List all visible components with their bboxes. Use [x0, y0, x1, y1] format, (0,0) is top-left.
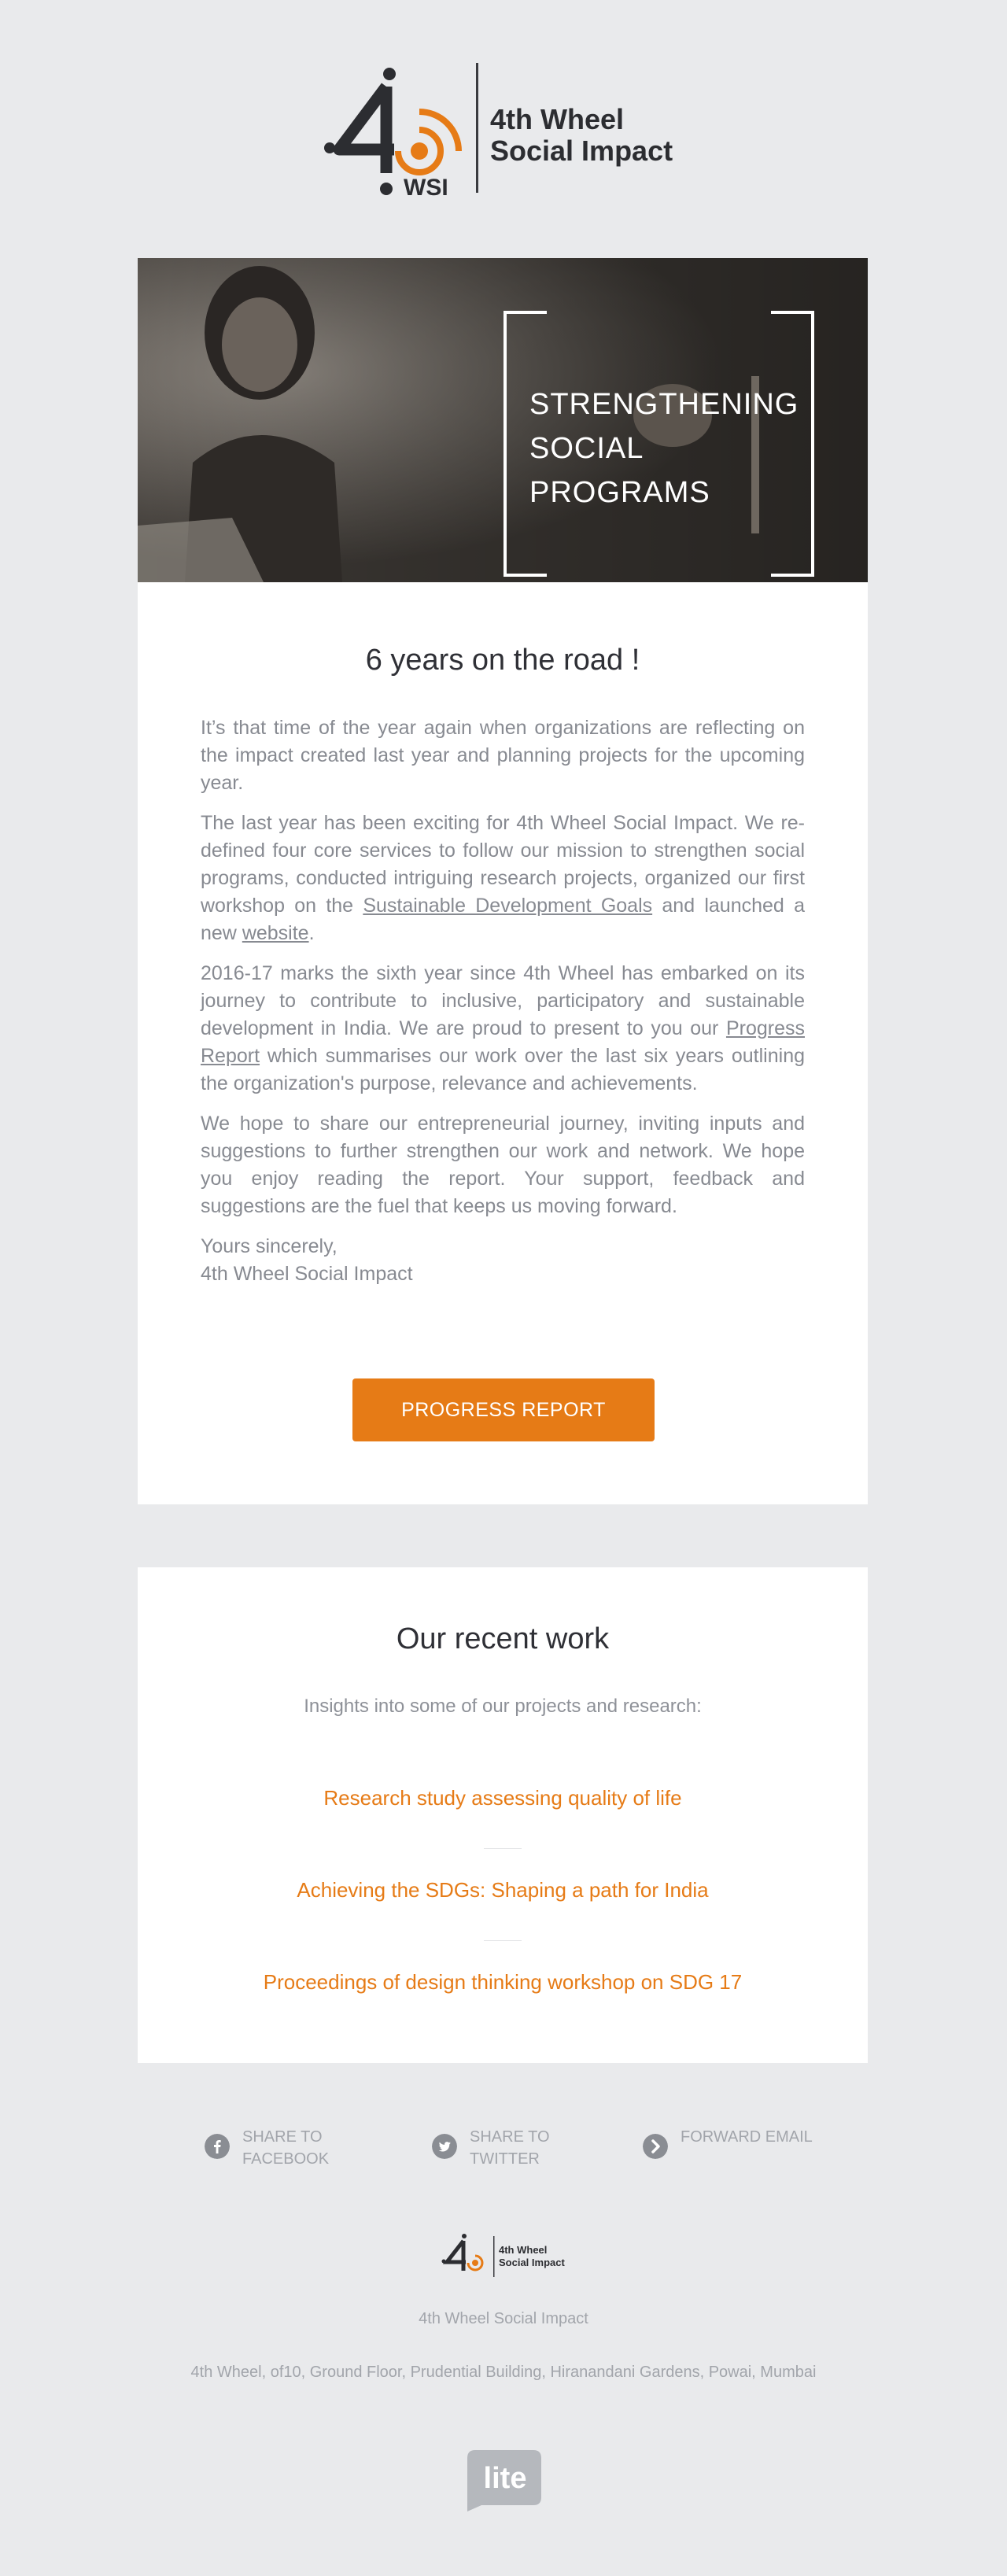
- signature-line1: Yours sincerely,: [201, 1235, 338, 1257]
- work-separator: [484, 1848, 522, 1849]
- p3-text-b: which summarises our work over the last six years outlining the organization's purpose, relevance and achievements.: [201, 1045, 805, 1094]
- brand-name-line1: 4th Wheel: [490, 103, 625, 135]
- forward-arrow-icon: [643, 2134, 668, 2159]
- hero-line2: SOCIAL: [529, 432, 644, 465]
- lite-badge[interactable]: [464, 2450, 541, 2511]
- share-twitter-line1: SHARE TO: [470, 2128, 550, 2146]
- hero-heading: [529, 382, 799, 515]
- forward-email-label: FORWARD EMAIL: [681, 2128, 813, 2146]
- facebook-icon: [205, 2134, 230, 2159]
- footer-logo-line2: Social Impact: [499, 2257, 565, 2268]
- logo-divider: [476, 63, 478, 193]
- newsletter-card: [138, 258, 868, 1504]
- forward-email[interactable]: [643, 2126, 832, 2173]
- p2-text-b: and launched a new: [201, 895, 805, 944]
- share-twitter[interactable]: [432, 2126, 621, 2173]
- logo-mark-text: WSI: [404, 175, 448, 197]
- recent-work-subtitle: Insights into some of our projects and research:: [304, 1696, 702, 1717]
- share-twitter-label: [470, 2126, 627, 2170]
- footer-address: 4th Wheel, of10, Ground Floor, Prudential Building, Hiranandani Gardens, Powai, Mumbai: [190, 2364, 817, 2381]
- intro-paragraph-2: [201, 810, 805, 947]
- header-logo[interactable]: [319, 57, 696, 206]
- wsi-logo-icon: [319, 63, 476, 197]
- progress-report-button[interactable]: PROGRESS REPORT: [352, 1378, 655, 1441]
- intro-paragraph-3: [201, 960, 805, 1098]
- work-link-2[interactable]: Achieving the SDGs: Shaping a path for India: [297, 1878, 709, 1902]
- intro-paragraph-4: We hope to share our entrepreneurial journey, inviting inputs and suggestions to further strengthen our work and network. We hope you enjoy reading the report. Your support, feedback and suggestions are the fuel that keeps us moving forward.: [201, 1113, 805, 1217]
- intro-paragraph-1: It’s that time of the year again when organizations are reflecting on the impact created last year and planning projects for the upcoming year.: [201, 717, 805, 794]
- recent-work-title: Our recent work: [396, 1622, 610, 1655]
- sdg-link[interactable]: Sustainable Development Goals: [363, 895, 653, 917]
- work-link-1[interactable]: Research study assessing quality of life: [323, 1786, 682, 1810]
- lite-badge-text: lite: [483, 2462, 527, 2495]
- work-separator: [484, 1940, 522, 1941]
- work-link-3[interactable]: Proceedings of design thinking workshop on SDG 17: [263, 1970, 743, 1994]
- footer-logo-icon: [441, 2233, 574, 2280]
- brand-name-line2: Social Impact: [490, 135, 673, 167]
- share-facebook[interactable]: [205, 2126, 409, 2173]
- signature-line2: 4th Wheel Social Impact: [201, 1263, 413, 1285]
- footer-org-name: 4th Wheel Social Impact: [419, 2310, 588, 2327]
- hero-line1: STRENGTHENING: [529, 388, 799, 421]
- recent-work-card: [138, 1567, 868, 2063]
- hero-banner: [138, 258, 868, 582]
- footer-logo[interactable]: [441, 2233, 574, 2280]
- progress-report-link[interactable]: Progress Report: [201, 1017, 805, 1067]
- website-link[interactable]: website: [242, 922, 309, 944]
- share-twitter-line2: TWITTER: [470, 2150, 540, 2168]
- p2-text-a: The last year has been exciting for 4th Wheel Social Impact. We re-defined four core services to follow our mission to strengthen social programs, conducted intriguing research projects, organized our first workshop on the: [201, 812, 805, 917]
- twitter-icon: [432, 2134, 457, 2159]
- signature: [201, 1233, 805, 1288]
- hero-line3: PROGRAMS: [529, 476, 710, 509]
- share-facebook-label: SHARE TO FACEBOOK: [242, 2128, 330, 2168]
- footer-logo-line1: 4th Wheel: [499, 2244, 548, 2256]
- p2-text-c: .: [308, 922, 315, 944]
- intro-body: [201, 714, 805, 1301]
- p3-text-a: 2016-17 marks the sixth year since 4th Wheel has embarked on its journey to contribute to inclusive, participatory and sustainable development in India. We are proud to present to you our: [201, 962, 805, 1039]
- intro-title: 6 years on the road !: [365, 644, 640, 677]
- brand-name: [490, 104, 673, 167]
